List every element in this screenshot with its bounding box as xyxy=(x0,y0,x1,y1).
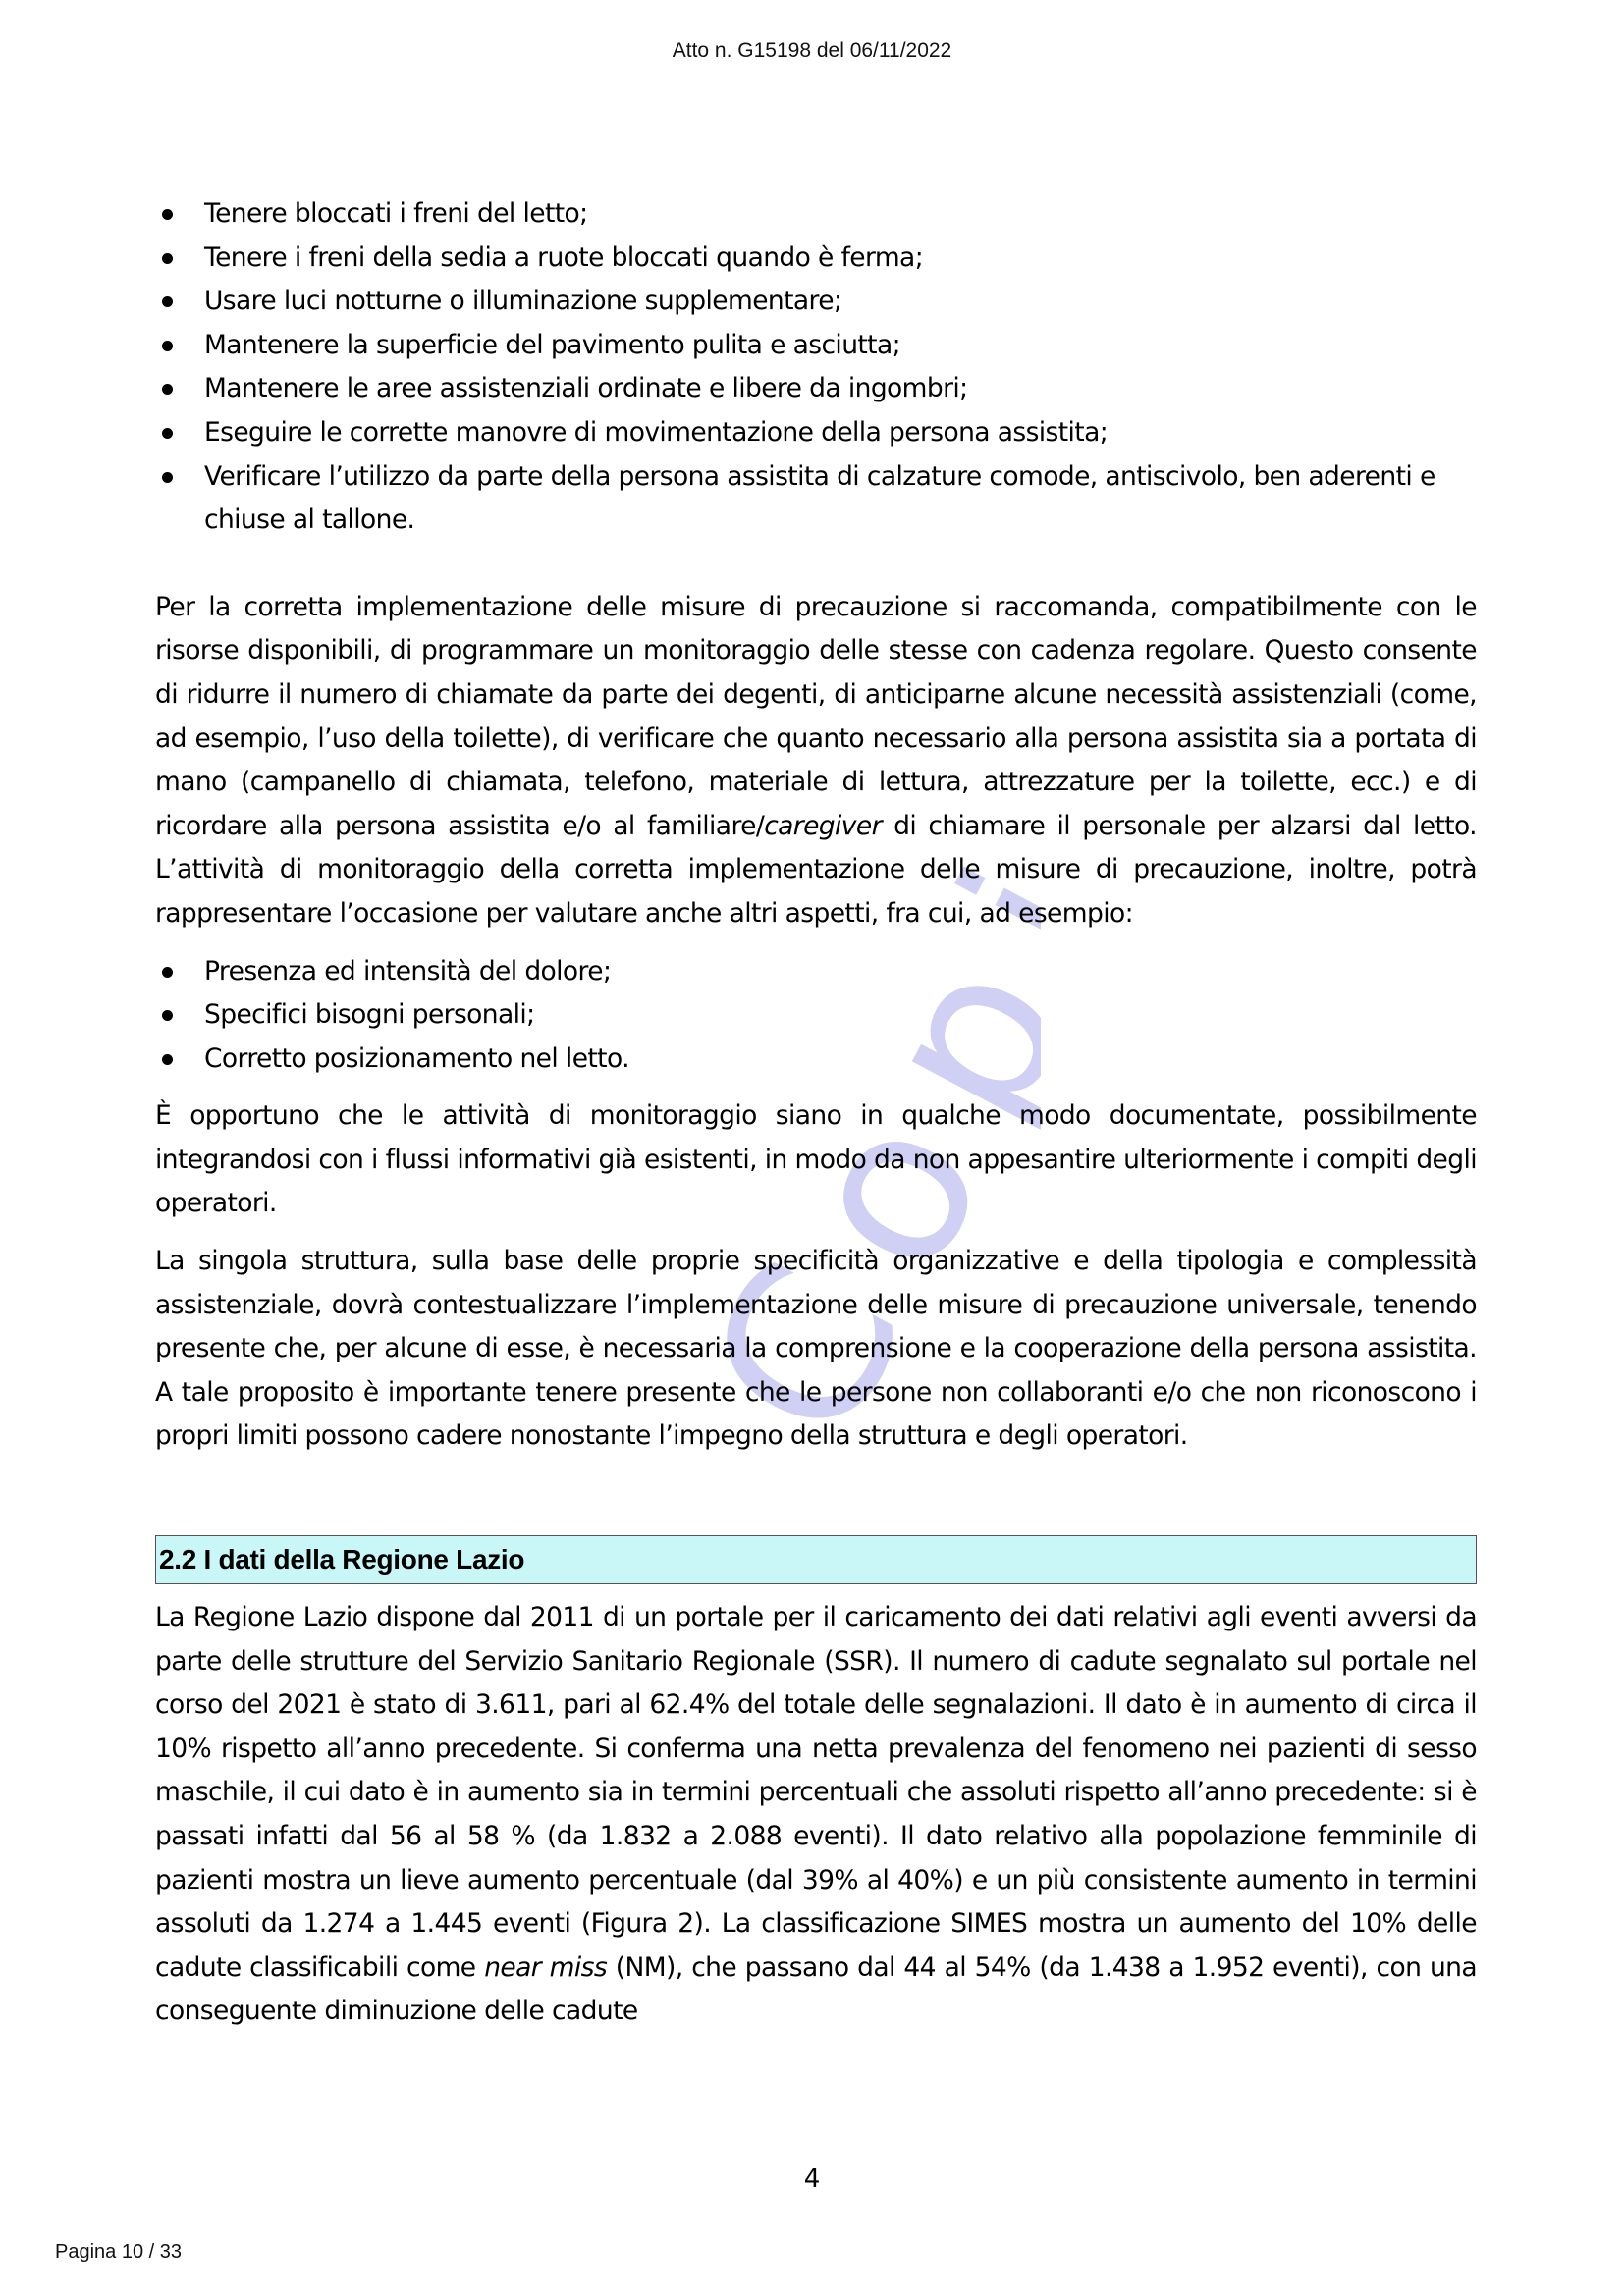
precaution-list xyxy=(155,192,1477,543)
list-item: Tenere i freni della sedia a ruote bloccati quando è ferma; xyxy=(155,237,1477,281)
list-item: Verificare l’utilizzo da parte della persona assistita di calzature comode, antiscivolo, ben aderenti e chiuse al tallone. xyxy=(155,455,1477,543)
section-heading: 2.2 I dati della Regione Lazio xyxy=(155,1535,1477,1584)
list-item: Tenere bloccati i freni del letto; xyxy=(155,192,1477,237)
documentation-paragraph: È opportuno che le attività di monitoraggio siano in qualche modo documentate, possibilmente integrandosi con i flussi informativi già esistenti, in modo da non appesantire ulteriormente i compiti degli operatori. xyxy=(155,1100,1477,1219)
lazio-text-part2: (NM), che passano dal 44 al 54% (da 1.438 a 1.952 eventi), con una conseguente diminuzione delle cadute xyxy=(155,1951,1477,2027)
page-number: 4 xyxy=(803,2164,821,2194)
structure-paragraph: La singola struttura, sulla base delle proprie specificità organizzative e della tipologia e complessità assistenziale, dovrà contestualizzare l’implementazione delle misure di precauzione universale, tenendo presente che, per alcune di esse, è necessaria la comprensione e la cooperazione della persona assistita. A tale proposito è importante tenere presente che le persone non collaboranti e/o che non riconoscono i propri limiti possono cadere nonostante l’impegno della struttura e degli operatori. xyxy=(155,1246,1477,1452)
monitoring-aspects-list xyxy=(155,950,1477,1082)
document-body xyxy=(155,192,1477,2034)
list-item: Presenza ed intensità del dolore; xyxy=(155,950,1477,994)
watermark-text: Copia xyxy=(660,805,1041,1477)
caregiver-term: caregiver xyxy=(764,810,882,841)
monitoring-paragraph xyxy=(155,586,1477,936)
lazio-text-part1: La Regione Lazio dispone dal 2011 di un portale per il caricamento dei dati relativi agli eventi avversi da parte delle strutture del Servizio Sanitario Regionale (SSR). Il numero di cadute segnalato sul portale nel corso del 2021 è stato di 3.611, pari al 62.4% del totale delle segnalazioni. Il dato è in aumento di circa il 10% rispetto all’anno precedente. Si conferma una netta prevalenza del fenomeno nei pazienti di sesso maschile, il cui dato è in aumento sia in termini percentuali che assoluti rispetto all’anno precedente: si è passati infatti dal 56 al 58 % (da 1.832 a 2.088 eventi). Il dato relativo alla popolazione femminile di pazienti mostra un lieve aumento percentuale (dal 39% al 40%) e un più consistente aumento in termini assoluti da 1.274 a 1.445 eventi (Figura 2). La classificazione SIMES mostra un aumento del 10% delle cadute classificabili come xyxy=(155,1602,1477,1983)
near-miss-term: near miss xyxy=(484,1951,608,1983)
list-item: Usare luci notturne o illuminazione supplementare; xyxy=(155,280,1477,324)
monitoring-text-part2: di chiamare il personale per alzarsi dal letto. L’attività di monitoraggio della corretta implementazione delle misure di precauzione, inoltre, potrà rappresentare l’occasione per valutare anche altri aspetti, fra cui, ad esempio: xyxy=(155,810,1478,929)
list-item: Corretto posizionamento nel letto. xyxy=(155,1038,1477,1082)
list-item: Mantenere le aree assistenziali ordinate e libere da ingombri; xyxy=(155,367,1477,411)
list-item: Mantenere la superficie del pavimento pulita e asciutta; xyxy=(155,324,1477,368)
monitoring-text-part1: Per la corretta implementazione delle misure di precauzione si raccomanda, compatibilmente con le risorse disponibili, di programmare un monitoraggio delle stesse con cadenza regolare. Questo consente di ridurre il numero di chiamate da parte dei degenti, di anticiparne alcune necessità assistenziali (come, ad esempio, l’uso della toilette), di verificare che quanto necessario alla persona assistita sia a portata di mano (campanello di chiamata, telefono, materiale di lettura, attrezzature per la toilette, ecc.) e di ricordare alla persona assistita e/o al familiare/ xyxy=(155,591,1477,841)
act-reference-header: Atto n. G15198 del 06/11/2022 xyxy=(672,39,952,62)
page-counter-footer: Pagina 10 / 33 xyxy=(55,2241,182,2263)
list-item: Eseguire le corrette manovre di movimentazione della persona assistita; xyxy=(155,411,1477,455)
list-item: Specifici bisogni personali; xyxy=(155,993,1477,1038)
lazio-data-paragraph xyxy=(155,1596,1477,2034)
